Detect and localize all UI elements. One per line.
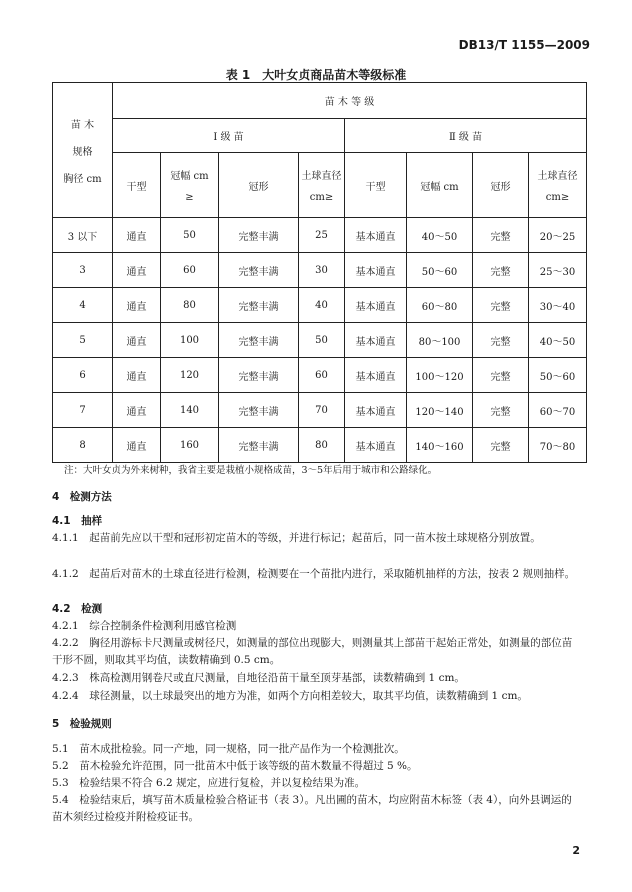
col-header-crown-shape-2: 冠形: [473, 153, 529, 218]
table-cell: 40～50: [407, 218, 473, 253]
section-4-1-1: 4.1.1 起苗前先应以干型和冠形初定苗木的等级，并进行标记；起苗后，同一苗木按土球规格分别放置。: [52, 532, 541, 544]
col-header-line: 土球直径: [537, 171, 578, 182]
table-cell: 25: [299, 218, 345, 253]
document-code: DB13/T 1155—2009: [458, 38, 590, 52]
col-header-ball-diameter-2: [529, 153, 587, 218]
table-title: 表 1 大叶女贞商品苗木等级标准: [225, 68, 407, 82]
section-5-2: 5.2 苗木检验允许范围，同一批苗木中低于该等级的苗木数量不得超过 5 %。: [52, 760, 418, 772]
table-cell: 基本通直: [345, 393, 407, 428]
table-cell: 完整丰满: [219, 428, 299, 463]
table-cell: 基本通直: [345, 218, 407, 253]
table-cell: 通直: [113, 428, 161, 463]
col-header-line: ≥: [185, 192, 194, 203]
col-header-crown-shape: 冠形: [219, 153, 299, 218]
table-cell: 8: [53, 428, 113, 463]
table-cell: 完整: [473, 393, 529, 428]
table-cell: 完整丰满: [219, 323, 299, 358]
table-row: [53, 393, 587, 428]
col-header-ball-diameter: [299, 153, 345, 218]
col-header-line: 冠幅 cm: [170, 171, 209, 182]
table-cell: 4: [53, 288, 113, 323]
table-cell: 基本通直: [345, 288, 407, 323]
table-cell: 160: [161, 428, 219, 463]
col-header-line: 土球直径: [301, 171, 342, 182]
section-4-2-3: 4.2.3 株高检测用钢卷尺或直尺测量，自地径沿苗干量至顶芽基部，读数精确到 1 cm。: [52, 672, 465, 684]
table-cell: 80: [161, 288, 219, 323]
table-cell: 3 以下: [53, 218, 113, 253]
table-cell: 40: [299, 288, 345, 323]
table-cell: 完整丰满: [219, 253, 299, 288]
table-cell: 基本通直: [345, 358, 407, 393]
table-cell: 50～60: [407, 253, 473, 288]
table-cell: 25～30: [529, 253, 587, 288]
section-5-3: 5.3 检验结果不符合 6.2 规定，应进行复检，并以复检结果为准。: [52, 777, 366, 789]
table-cell: 50: [161, 218, 219, 253]
table-cell: 基本通直: [345, 428, 407, 463]
section-4-heading: 4 检测方法: [52, 491, 112, 503]
section-4-2-4: 4.2.4 球径测量，以土球最突出的地方为准，如两个方向相差较大，取其平均值，读数精确到 1 cm。: [52, 690, 528, 702]
table-cell: 20～25: [529, 218, 587, 253]
grade2-header: Ⅱ 级 苗: [345, 119, 587, 153]
table-cell: 通直: [113, 288, 161, 323]
table-cell: 完整丰满: [219, 288, 299, 323]
table-cell: 70: [299, 393, 345, 428]
table-body: [53, 218, 587, 463]
grade1-header: Ⅰ 级 苗: [113, 119, 345, 153]
table-cell: 完整: [473, 358, 529, 393]
table-cell: 100～120: [407, 358, 473, 393]
table-cell: 基本通直: [345, 323, 407, 358]
table-cell: 80: [299, 428, 345, 463]
section-4-1-heading: 4.1 抽样: [52, 515, 103, 527]
table-row: [53, 428, 587, 463]
col-header-trunk-2: 干型: [345, 153, 407, 218]
table-cell: 通直: [113, 358, 161, 393]
section-5-heading: 5 检验规则: [52, 718, 112, 730]
grade-header: 苗 木 等 级: [113, 83, 587, 119]
table-row: [53, 253, 587, 288]
col-header-crown-width-2: 冠幅 cm: [407, 153, 473, 218]
section-4-2-heading: 4.2 检测: [52, 603, 103, 615]
table-cell: 通直: [113, 393, 161, 428]
table-cell: 5: [53, 323, 113, 358]
spec-header-line: 规格: [72, 146, 93, 158]
section-5-4: 5.4 检验结束后，填写苗木质量检验合格证书（表 3）。凡出圃的苗木，均应附苗木标签（表 4），向外县调运的苗木须经过检疫并附检疫证书。: [52, 794, 572, 823]
table-row: [53, 288, 587, 323]
table-cell: 40～50: [529, 323, 587, 358]
table-cell: 完整: [473, 428, 529, 463]
table-cell: 100: [161, 323, 219, 358]
table-cell: 60～80: [407, 288, 473, 323]
table-cell: 140～160: [407, 428, 473, 463]
table-cell: 70～80: [529, 428, 587, 463]
table-cell: 完整: [473, 288, 529, 323]
table-cell: 120～140: [407, 393, 473, 428]
page-number: 2: [572, 844, 580, 857]
spec-header-line: 胸径 cm: [63, 173, 102, 185]
table-cell: 140: [161, 393, 219, 428]
table-cell: 完整丰满: [219, 393, 299, 428]
table-cell: 完整: [473, 218, 529, 253]
table-cell: 完整: [473, 323, 529, 358]
table-cell: 完整丰满: [219, 358, 299, 393]
section-4-2-1: 4.2.1 综合控制条件检测利用感官检测: [52, 620, 237, 632]
table-cell: 完整: [473, 253, 529, 288]
section-5-1: 5.1 苗木成批检验。同一产地，同一规格，同一批产品作为一个检测批次。: [52, 743, 405, 755]
table-cell: 30: [299, 253, 345, 288]
table-cell: 50: [299, 323, 345, 358]
section-4-1-2: 4.1.2 起苗后对苗木的土球直径进行检测，检测要在一个苗批内进行，采取随机抽样的方法，按表 2 规则抽样。: [52, 568, 576, 580]
table-row: [53, 218, 587, 253]
col-header-line: cm≥: [309, 192, 334, 203]
spec-header-cell: [53, 83, 113, 218]
grade-standard-table: [52, 82, 587, 463]
table-cell: 完整丰满: [219, 218, 299, 253]
table-cell: 基本通直: [345, 253, 407, 288]
table-row: [53, 358, 587, 393]
table-cell: 通直: [113, 323, 161, 358]
table-cell: 60: [299, 358, 345, 393]
table-note: 注：大叶女贞为外来树种，我省主要是栽植小规格成苗，3～5年后用于城市和公路绿化。: [64, 465, 438, 476]
section-4-2-2: 4.2.2 胸径用游标卡尺测量或树径尺，如测量的部位出现膨大，则测量其上部苗干起始正常处，如测量的部位苗干形不圆，则取其平均值，读数精确到 0.5 cm。: [52, 637, 573, 666]
table-cell: 60: [161, 253, 219, 288]
table-cell: 30～40: [529, 288, 587, 323]
table-row: [53, 323, 587, 358]
table-cell: 7: [53, 393, 113, 428]
table-cell: 6: [53, 358, 113, 393]
col-header-crown-width: [161, 153, 219, 218]
table-cell: 3: [53, 253, 113, 288]
table-cell: 120: [161, 358, 219, 393]
table-cell: 60～70: [529, 393, 587, 428]
table-cell: 通直: [113, 218, 161, 253]
col-header-trunk: 干型: [113, 153, 161, 218]
table-cell: 通直: [113, 253, 161, 288]
table-cell: 80～100: [407, 323, 473, 358]
table-cell: 50～60: [529, 358, 587, 393]
spec-header-line: 苗 木: [70, 119, 95, 131]
col-header-line: cm≥: [545, 192, 570, 203]
